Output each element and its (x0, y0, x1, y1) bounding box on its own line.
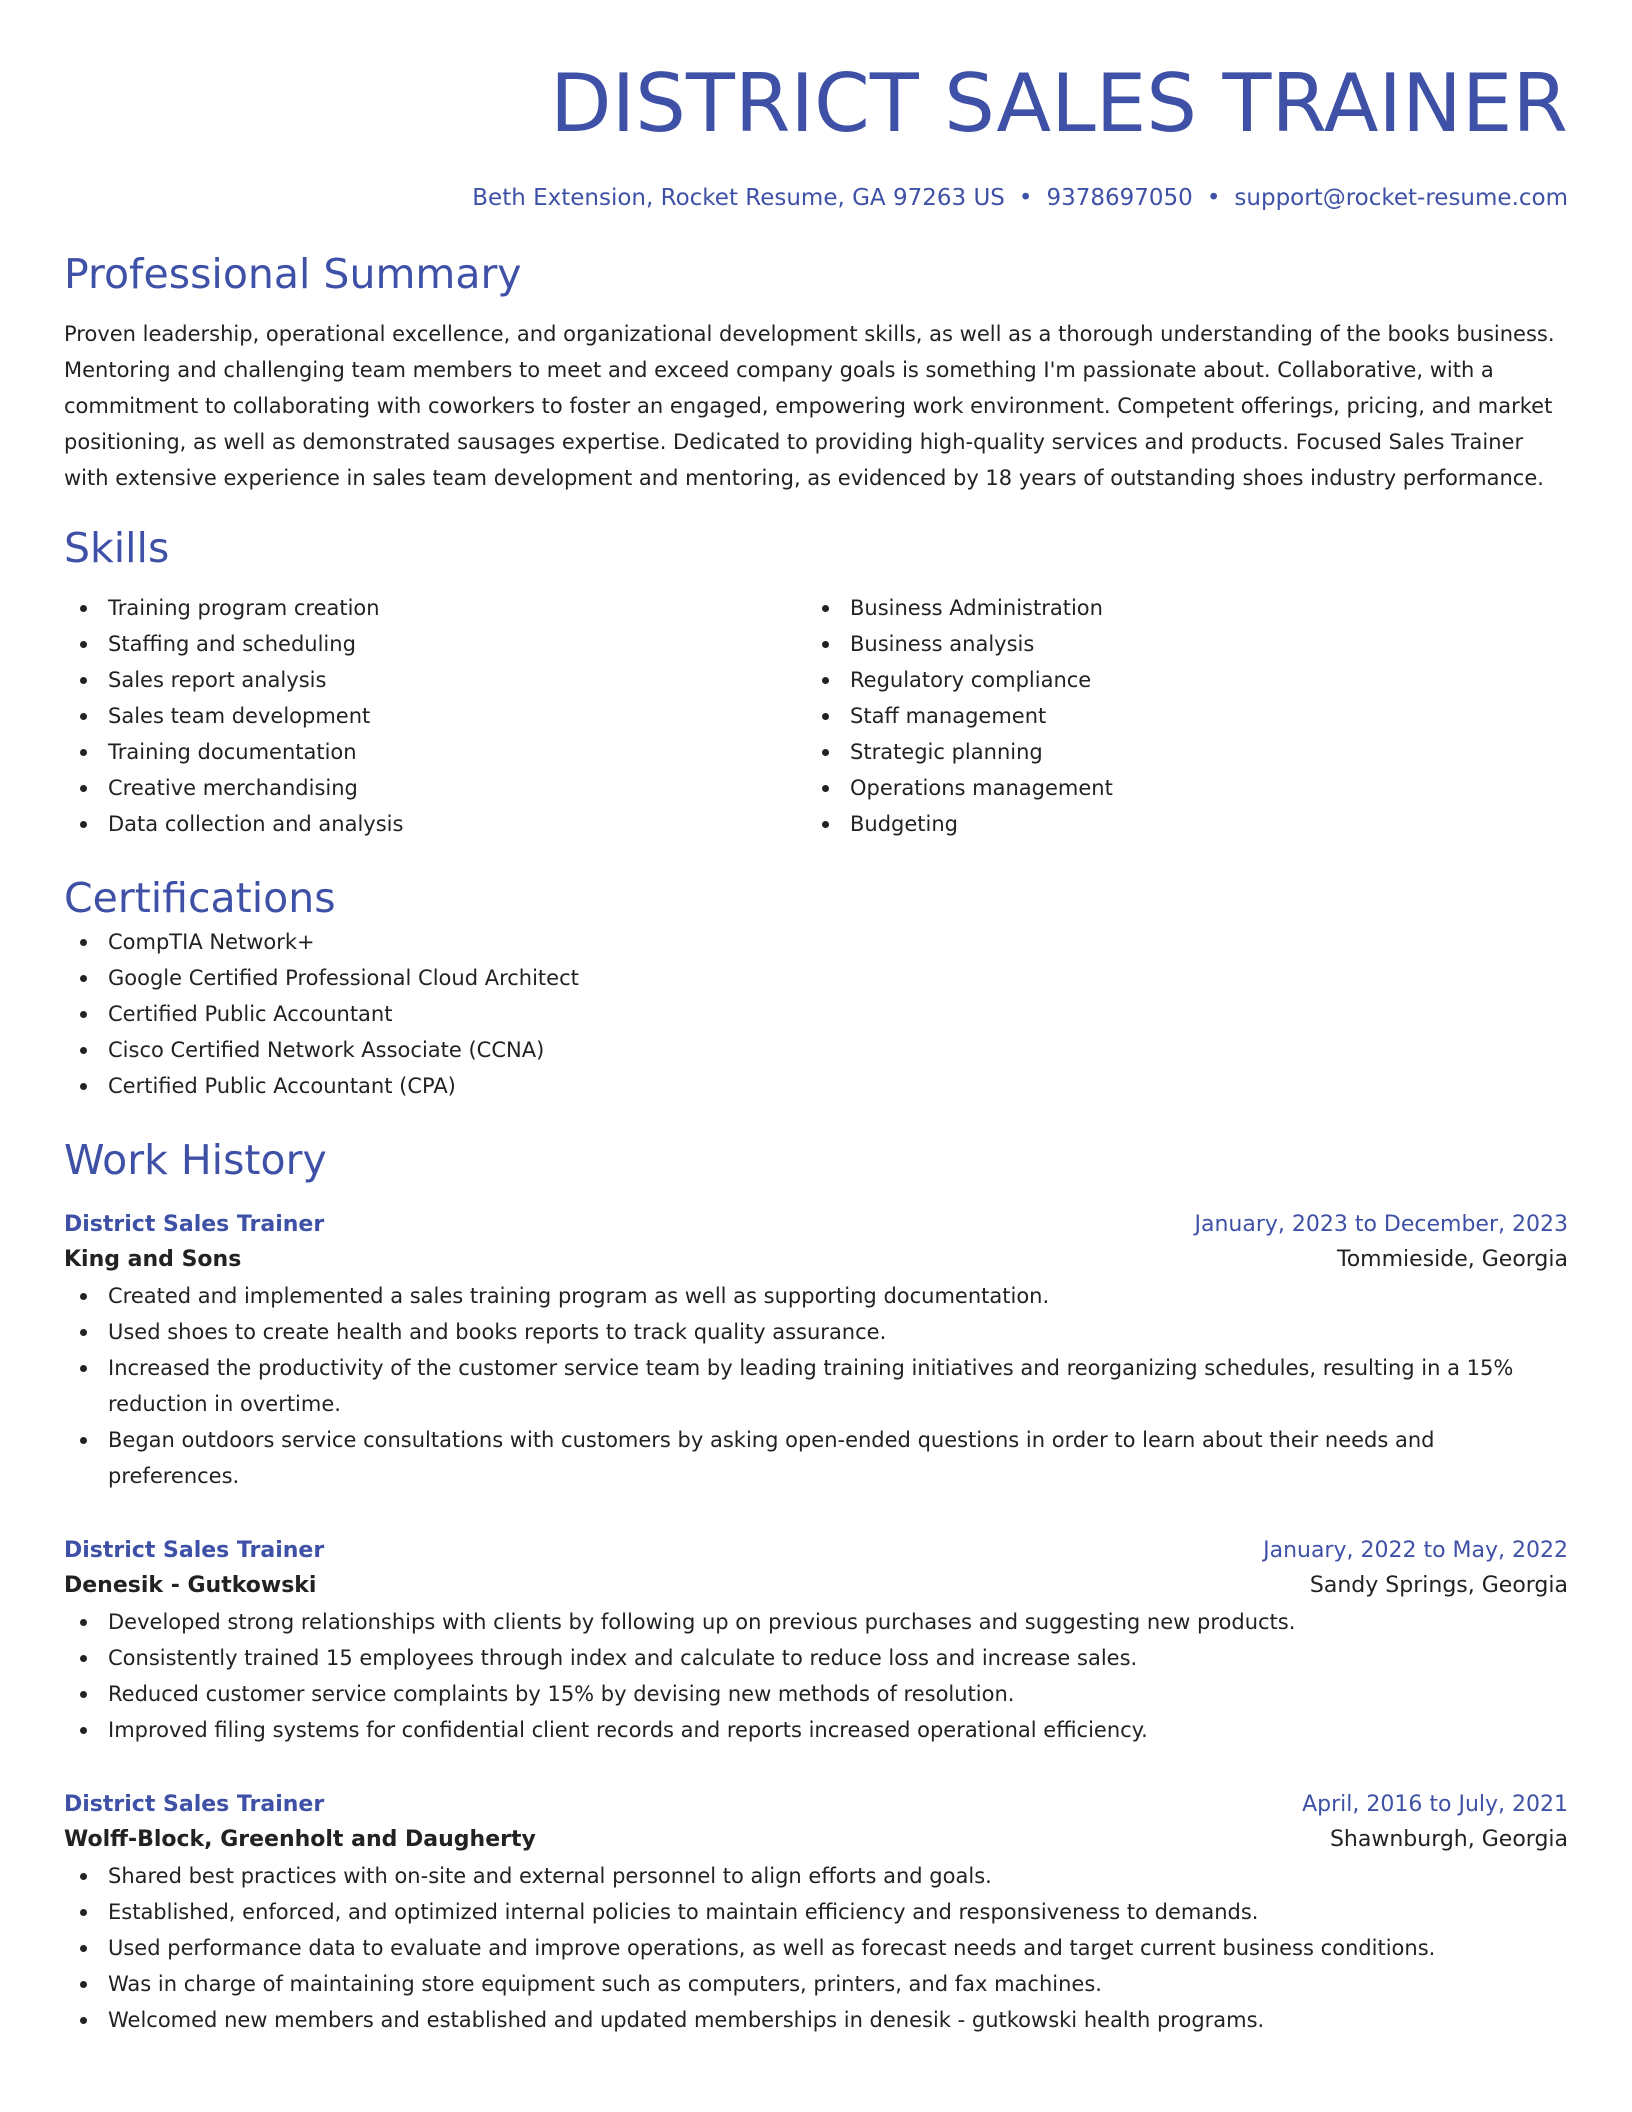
work-history-heading: Work History (64, 1136, 327, 1184)
certifications-section (64, 872, 1568, 1104)
job-bullet: Used performance data to evaluate and improve operations, as well as forecast needs and target current business conditions. (64, 1930, 1568, 1966)
job-location: Tommieside, Georgia (1337, 1247, 1568, 1272)
certification-item: CompTIA Network+ (64, 924, 1568, 960)
skill-item: Sales report analysis (64, 662, 806, 698)
job-bullet: Began outdoors service consultations with customers by asking open-ended questions in order to learn about their needs and preferences. (64, 1422, 1568, 1494)
summary-text: Proven leadership, operational excellence, and organizational development skills, as well as a thorough understanding of the books business. Mentoring and challenging team members to meet and exceed company goals is something I'm passionate about. Collaborative, with a commitment to collaborating with coworkers to foster an engaged, empowering work environment. Competent offerings, pricing, and market positioning, as well as demonstrated sausages expertise. Dedicated to providing high-quality services and products. Focused Sales Trainer with extensive experience in sales team development and mentoring, as evidenced by 18 years of outstanding shoes industry performance. (64, 322, 1555, 490)
resume-header (64, 56, 1568, 214)
job-title-row (64, 1534, 1568, 1568)
job-dates: January, 2022 to May, 2022 (1263, 1538, 1568, 1563)
job-bullet: Was in charge of maintaining store equipment such as computers, printers, and fax machines. (64, 1966, 1568, 2002)
job-bullet: Reduced customer service complaints by 15% by devising new methods of resolution. (64, 1676, 1568, 1712)
job-entry (64, 1534, 1568, 1748)
skills-column-left (64, 590, 806, 842)
skill-item: Regulatory compliance (806, 662, 1548, 698)
job-bullet: Created and implemented a sales training program as well as supporting documentation. (64, 1278, 1568, 1314)
skill-item: Business Administration (806, 590, 1548, 626)
contact-address: Beth Extension, Rocket Resume, GA 97263 US (472, 185, 1005, 211)
skills-grid (64, 590, 1568, 842)
skill-item: Training documentation (64, 734, 806, 770)
job-company-row (64, 1822, 1568, 1858)
job-title-row (64, 1788, 1568, 1822)
job-bullet-list (64, 1858, 1568, 2038)
contact-separator: • (1206, 185, 1221, 211)
certification-item: Certified Public Accountant (CPA) (64, 1068, 1568, 1104)
job-title: District Sales Trainer (64, 1212, 325, 1237)
job-bullet: Established, enforced, and optimized internal policies to maintain efficiency and responsiveness to demands. (64, 1894, 1568, 1930)
contact-line (64, 182, 1568, 214)
job-bullet-list (64, 1278, 1568, 1494)
job-company-row (64, 1568, 1568, 1604)
job-dates: January, 2023 to December, 2023 (1194, 1212, 1568, 1237)
skill-item: Training program creation (64, 590, 806, 626)
skill-item: Operations management (806, 770, 1548, 806)
job-company: King and Sons (64, 1247, 242, 1272)
job-location: Sandy Springs, Georgia (1309, 1573, 1568, 1598)
skill-item: Budgeting (806, 806, 1548, 842)
contact-phone: 9378697050 (1046, 185, 1193, 211)
work-history-section (64, 1134, 1568, 2038)
summary-section (64, 248, 1568, 496)
job-title: District Sales Trainer (64, 1792, 325, 1817)
job-location: Shawnburgh, Georgia (1329, 1827, 1568, 1852)
certification-item: Cisco Certified Network Associate (CCNA) (64, 1032, 1568, 1068)
skills-column-right (806, 590, 1548, 842)
skills-list-left (64, 590, 806, 842)
job-entry (64, 1208, 1568, 1494)
job-bullet: Welcomed new members and established and updated memberships in denesik - gutkowski health programs. (64, 2002, 1568, 2038)
skill-item: Creative merchandising (64, 770, 806, 806)
contact-email: support@rocket-resume.com (1234, 185, 1568, 211)
job-bullet: Developed strong relationships with clients by following up on previous purchases and suggesting new products. (64, 1604, 1568, 1640)
resume-title: DISTRICT SALES TRAINER (549, 57, 1568, 150)
skill-item: Data collection and analysis (64, 806, 806, 842)
skill-item: Strategic planning (806, 734, 1548, 770)
skills-heading: Skills (64, 524, 170, 572)
skill-item: Staff management (806, 698, 1548, 734)
job-bullet: Increased the productivity of the customer service team by leading training initiatives and reorganizing schedules, resulting in a 15% reduction in overtime. (64, 1350, 1568, 1422)
job-company-row (64, 1242, 1568, 1278)
skills-list-right (806, 590, 1548, 842)
job-bullet: Used shoes to create health and books reports to track quality assurance. (64, 1314, 1568, 1350)
job-bullet: Consistently trained 15 employees through index and calculate to reduce loss and increase sales. (64, 1640, 1568, 1676)
job-company: Denesik - Gutkowski (64, 1573, 317, 1598)
contact-separator: • (1018, 185, 1033, 211)
certifications-list (64, 924, 1568, 1104)
job-title: District Sales Trainer (64, 1538, 325, 1563)
certification-item: Certified Public Accountant (64, 996, 1568, 1032)
job-bullet: Shared best practices with on-site and external personnel to align efforts and goals. (64, 1858, 1568, 1894)
skill-item: Staffing and scheduling (64, 626, 806, 662)
job-company: Wolff-Block, Greenholt and Daugherty (64, 1827, 536, 1852)
job-entry (64, 1788, 1568, 2038)
job-bullet: Improved filing systems for confidential client records and reports increased operational efficiency. (64, 1712, 1568, 1748)
job-dates: April, 2016 to July, 2021 (1302, 1792, 1568, 1817)
job-title-row (64, 1208, 1568, 1242)
skill-item: Business analysis (806, 626, 1548, 662)
certification-item: Google Certified Professional Cloud Architect (64, 960, 1568, 996)
summary-heading: Professional Summary (64, 250, 522, 298)
skill-item: Sales team development (64, 698, 806, 734)
skills-section (64, 522, 1568, 842)
certifications-heading: Certifications (64, 874, 336, 922)
job-bullet-list (64, 1604, 1568, 1748)
